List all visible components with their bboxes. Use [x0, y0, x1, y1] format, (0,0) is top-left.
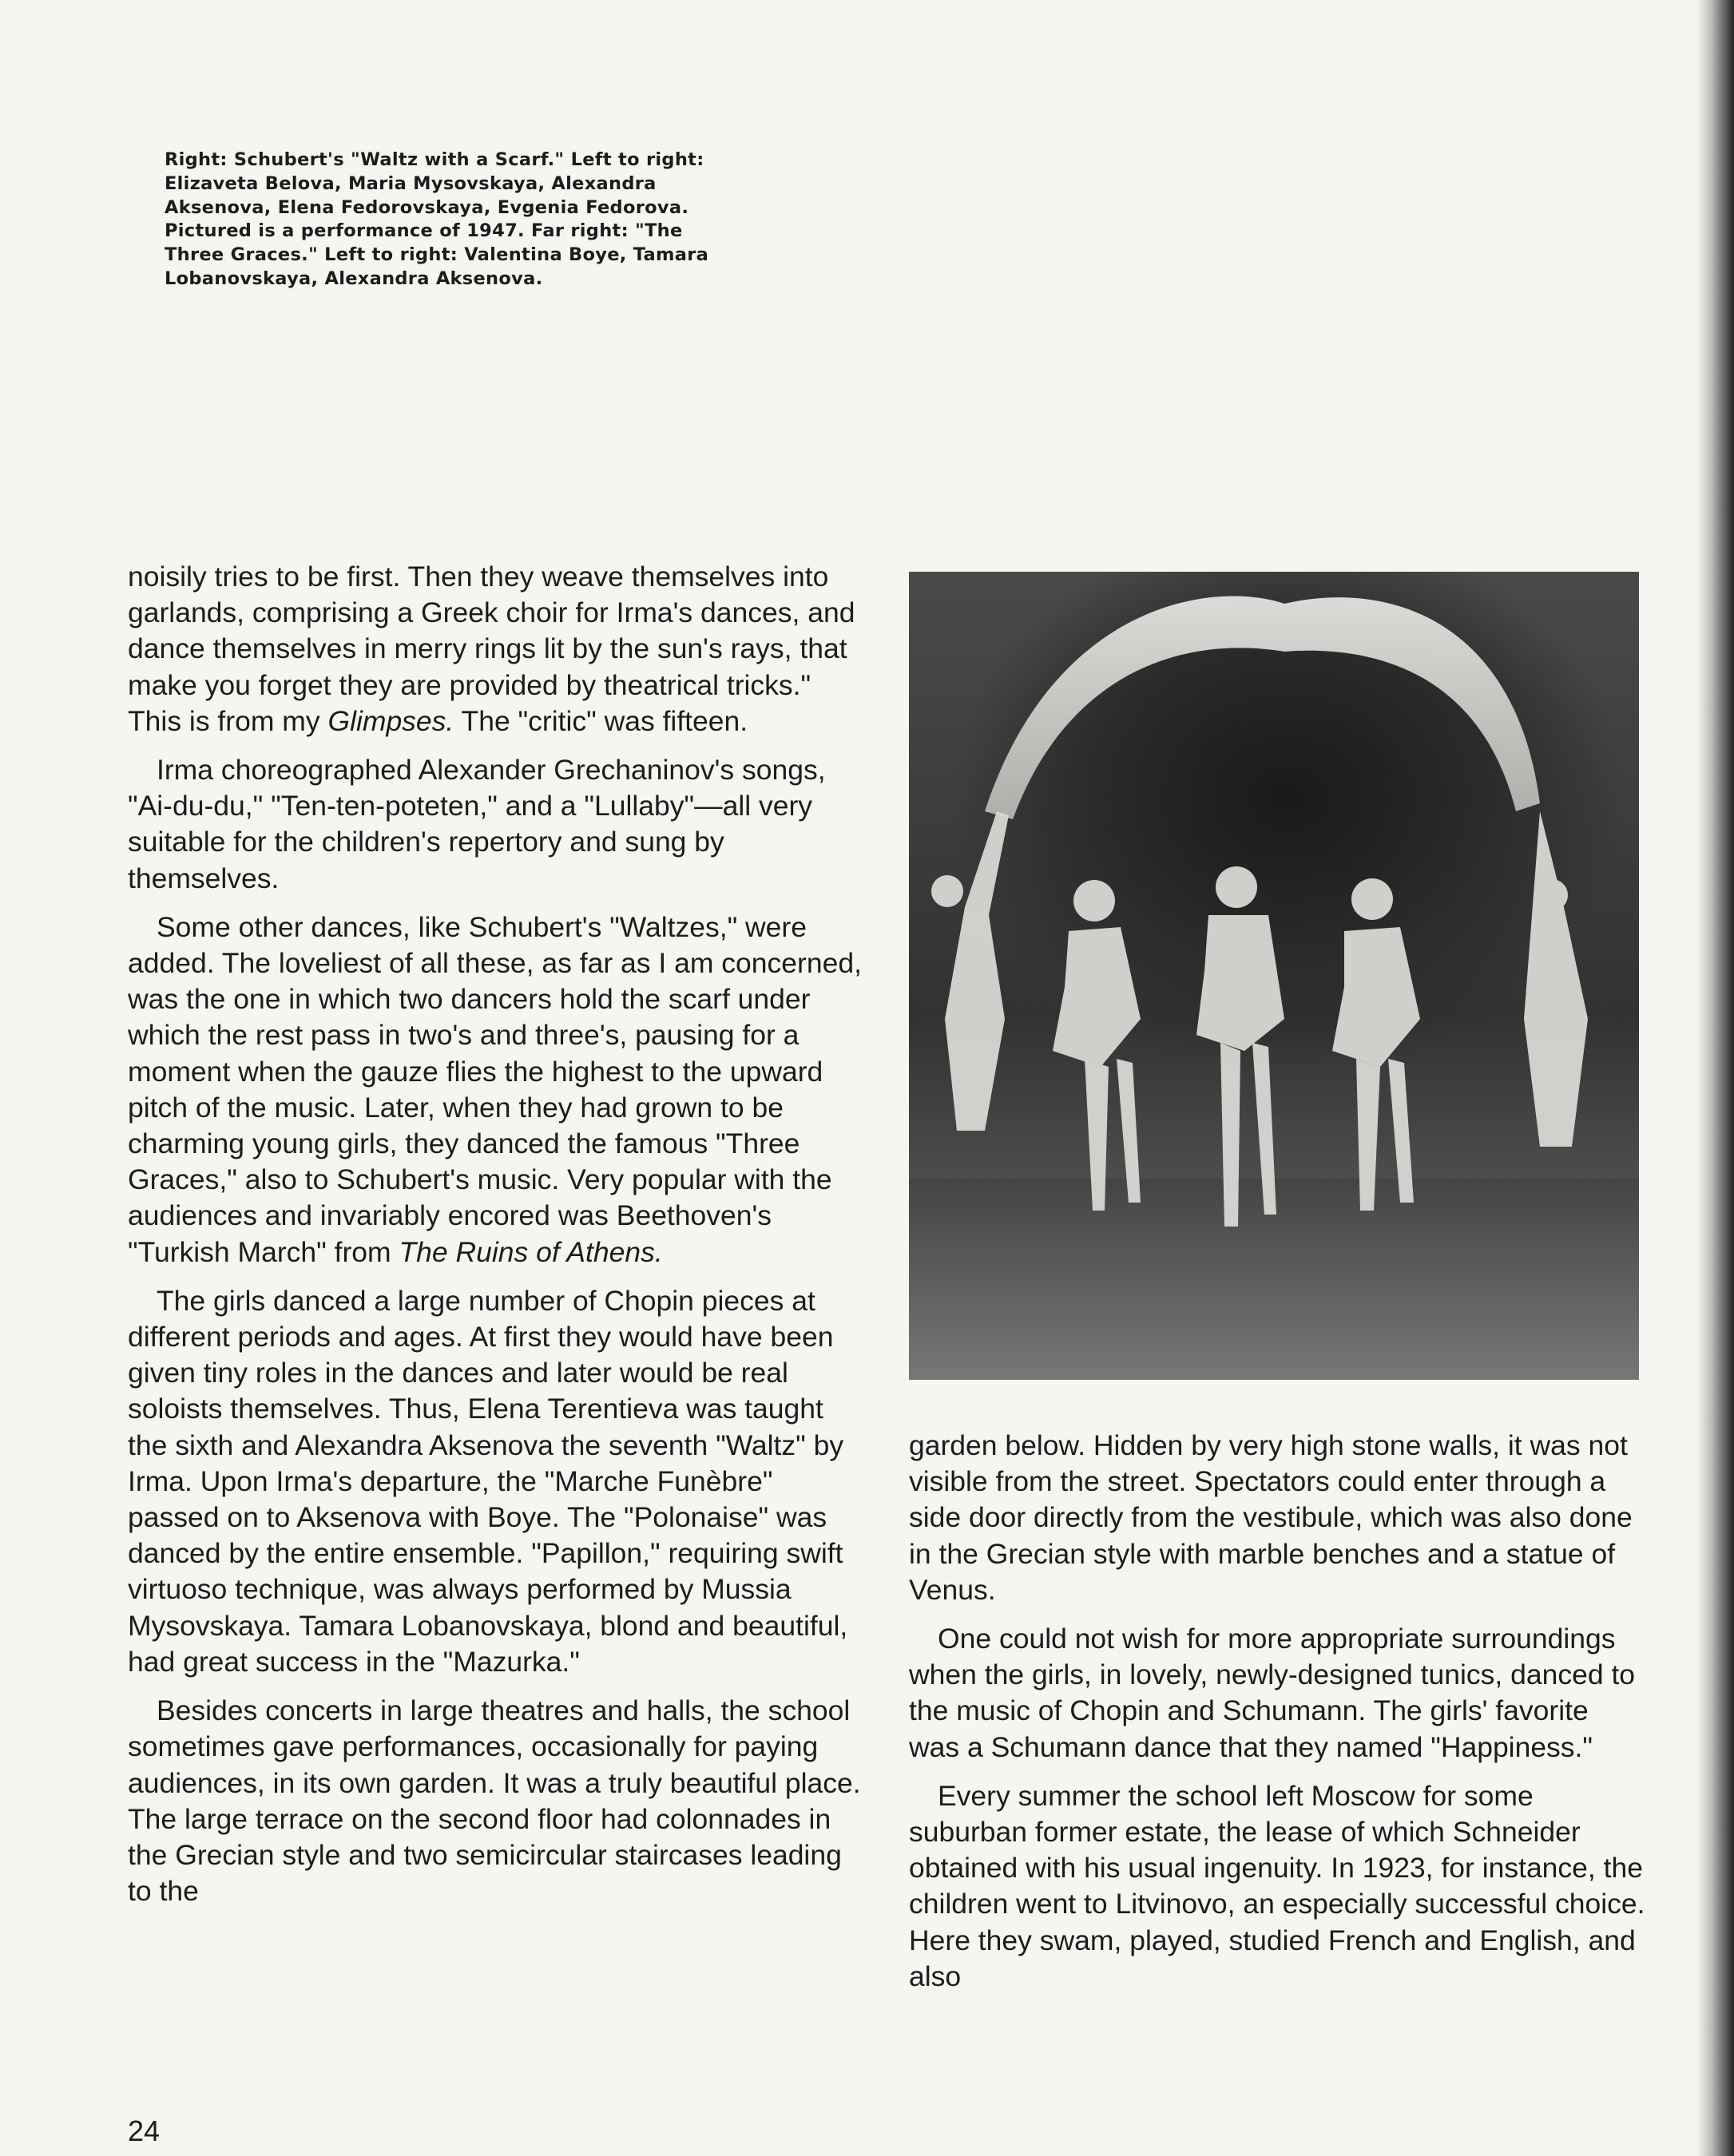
paragraph: Every summer the school left Moscow for some suburban former estate, the lease of which Schneider obtained with his usual ingenuity. In 1923, for instance, the children went to Litvinovo, an especially successful choice. Here they swam, played, studied French and English, and also	[909, 1779, 1645, 1992]
paragraph: garden below. Hidden by very high stone walls, it was not visible from the street. Spectators could enter through a side door directly from the vestibule, which was also done in the Grecian style with marble benches and a statue of Venus.	[909, 1429, 1633, 1606]
dancers-illustration	[909, 572, 1639, 1380]
paragraph: The girls danced a large number of Chopin pieces at different periods and ages. At first they would have been given tiny roles in the dances and later would be real soloists themselves. Thus, Elena Terentieva was taught the sixth and Alexandra Aksenova the seventh "Waltz" by Irma. Upon Irma's departure, the "Marche Funèbre" passed on to Aksenova with Boye. The "Polonaise" was danced by the entire ensemble. "Papillon," requiring swift virtuoso technique, was always performed by Mussia Mysovskaya. Tamara Lobanovskaya, blond and beautiful, had great success in the "Mazurka."	[128, 1284, 848, 1678]
paragraph: Irma choreographed Alexander Grechaninov's songs, "Ai-du-du," "Ten-ten-poteten," and a "Lullaby"—all very suitable for the children's repertory and sung by themselves.	[128, 754, 826, 894]
page-number: 24	[128, 2114, 161, 2147]
dance-photograph	[909, 572, 1639, 1380]
dancer-group	[931, 811, 1588, 1227]
paragraph	[128, 559, 864, 739]
paragraph-text: The "critic" was fifteen.	[454, 704, 748, 737]
paragraph: One could not wish for more appropriate surroundings when the girls, in lovely, newly-designed tunics, danced to the music of Chopin and Schumann. The girls' favorite was a Schumann dance that they named "Happiness."	[909, 1623, 1636, 1763]
paragraph: Besides concerts in large theatres and halls, the school sometimes gave performances, occasionally for paying audiences, in its own garden. It was a truly beautiful place. The large terrace on the second floor had colonnades in the Grecian style and two semicircular staircases leading to the	[128, 1694, 861, 1908]
paragraph-text: noisily tries to be first. Then they weave themselves into garlands, comprising a Greek choir for Irma's dances, and dance themselves in merry rings lit by the sun's rays, that make you forget they are provided by theatrical tricks." This is from my	[128, 561, 855, 737]
paragraph-text: Some other dances, like Schubert's "Waltzes," were added. The loveliest of all these, as far as I am concerned, was the one in which two dancers hold the scarf under which the rest pass in two's and three's, pausing for a moment when the gauze flies the highest to the upward pitch of the music. Later, when they had grown to be charming young girls, they danced the famous "Three Graces," also to Schubert's music. Very popular with the audiences and invariably encored was Beethoven's "Turkish March" from	[128, 910, 862, 1268]
paragraph	[128, 910, 864, 1270]
caption-text: Right: Schubert's "Waltz with a Scarf." Left to right: Elizaveta Belova, Maria Mysovskaya, Alexandra Aksenova, Elena Fedorovskaya, Evgenia Fedorova. Pictured is a performance of 1947. Far right: "The Three Graces." Left to right: Valentina Boye, Tamara Lobanovskaya, Alexandra Aksenova.	[165, 149, 709, 289]
photo-caption	[165, 149, 716, 291]
italic-title: Glimpses.	[327, 704, 454, 737]
right-text-column	[909, 1428, 1645, 1995]
page-edge-shadow	[1697, 0, 1734, 2156]
left-text-column	[128, 559, 864, 1909]
scarf-arch	[985, 596, 1540, 819]
italic-title: The Ruins of Athens.	[399, 1235, 663, 1268]
